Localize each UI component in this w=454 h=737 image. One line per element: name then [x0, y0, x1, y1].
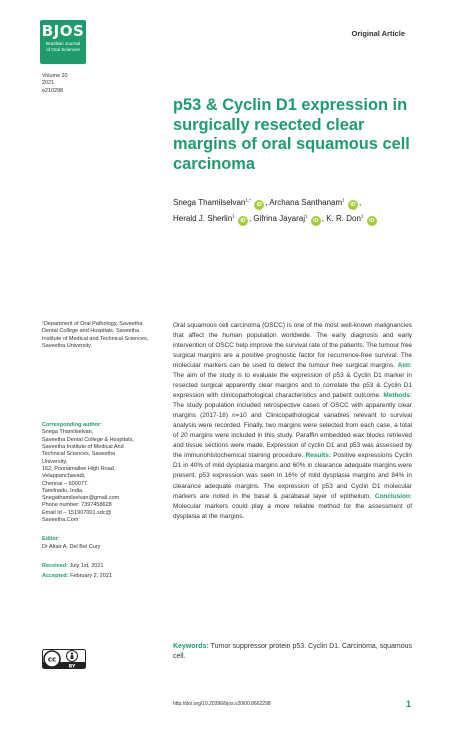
results-label: Results:: [305, 452, 331, 460]
keywords: [173, 642, 412, 662]
author-name: Archana Santhanam: [269, 198, 343, 207]
author-affiliation-mark: 1,*: [245, 197, 251, 203]
orcid-icon[interactable]: iD: [367, 216, 377, 226]
author-affiliation-mark: 1: [232, 212, 235, 218]
author-affiliation-mark: 1: [360, 212, 364, 218]
article-meta: [42, 73, 67, 95]
corresponding-author-line: Velappanchavadi,: [42, 473, 86, 480]
doi-link[interactable]: http://doi.org/10.20396/bjos.v20i00.8662298: [173, 701, 271, 707]
cc-by-text: BY: [68, 664, 76, 669]
creative-commons-license-icon[interactable]: [42, 649, 86, 669]
cc-text: cc: [47, 655, 57, 664]
article-type: Original Article: [351, 29, 405, 38]
corresponding-author-heading: Corresponding author:: [42, 422, 102, 429]
volume: Volume 20: [42, 73, 68, 79]
accepted-label: Accepted:: [42, 573, 69, 580]
abstract: [173, 321, 412, 522]
corresponding-author-line: University,: [42, 458, 68, 465]
corresponding-author-line: Snega Thamilselvan,: [42, 429, 94, 436]
results-text: Positive expressions Cyclin D1 in 40% of mild dysplasia margins and 60% in clearance adequate margins were present. p53 expression was seen in 16% of mild dysplasia margins and 84% in clearance adequate margins. The expression of p53 and Cyclin D1 molecular markers are noted in the basal & parabasal layer of epithelium.: [173, 452, 413, 500]
corresponding-author-line: Chennai – 600077.: [42, 480, 89, 487]
orcid-icon[interactable]: iD: [238, 216, 248, 226]
logo-name: BJOS: [41, 22, 85, 40]
methods-text: The study population included retrospective cases of OSCC with apparently clear margins (2017-18) n=10 and Clinicopathological variables relevant to survival analysis were recorded. Finally, two margins were selected from each case, a total of 20 margins were included in this study. Paraffin embedded wax blocks retrieved and tissue sections were made. Expression of cyclin D1 and p53 was assessed by the immunohistochemical staining procedure.: [173, 402, 412, 460]
logo-subtitle-2: of Oral Sciences: [46, 46, 80, 52]
logo-subtitle-1: Brazilian Journal: [46, 41, 80, 46]
corresponding-author-email[interactable]: Snegathamilselvan@gmail.com: [42, 495, 120, 502]
author-name: Snega Thamilselvan: [173, 198, 246, 207]
author-separator: ,: [248, 213, 254, 223]
accepted-date: February 2, 2021: [70, 573, 113, 580]
page-number: 1: [405, 699, 411, 709]
received-label: Received:: [42, 562, 68, 569]
sidebar-info: [42, 321, 154, 581]
corresponding-author-line: Saveetha Institute of Medical And: [42, 444, 124, 451]
corresponding-author-phone: Phone number: 7397458628: [42, 502, 112, 509]
orcid-icon[interactable]: iD: [311, 216, 321, 226]
corresponding-author-line: 162, Poonamallee High Road,: [42, 465, 116, 472]
orcid-icon[interactable]: iD: [348, 200, 358, 210]
conclusion-text: Molecular markers could play a more reliable method for the assessment of dysplasia at the margins.: [173, 502, 412, 520]
keywords-label: Keywords:: [173, 643, 209, 650]
aim-label: Aim:: [397, 362, 412, 370]
corresponding-author-line: Saveetha Dental College & Hospitals,: [42, 436, 134, 443]
keywords-text: Tumor suppressor protein p53. Cyclin D1. Carcinoma, squamous cell.: [173, 643, 412, 660]
conclusion-label: Conclusion:: [374, 492, 413, 500]
corresponding-author-line: Tamilnadu, India.: [42, 487, 84, 494]
corresponding-author-line: Saveetha.Com: [42, 517, 79, 524]
affiliation: ¹Department of Oral Pathology, Saveetha Dental College and Hospitals, Saveetha Institute of Medical and Technical Sciences, Saveetha University.: [42, 321, 149, 349]
author-affiliation-mark: 1: [304, 212, 308, 218]
corresponding-author-line: Technical Sciences, Saveetha: [42, 451, 116, 458]
article-id: e210298: [42, 87, 63, 94]
editor-heading: Editor:: [42, 536, 60, 543]
article-title: p53 & Cyclin D1 expression in surgically resected clear margins of oral squamous cell carcinoma: [173, 96, 410, 173]
orcid-icon[interactable]: iD: [254, 200, 264, 210]
journal-logo: [40, 20, 86, 64]
abstract-intro: Oral squamous cell carcinoma (OSCC) is one of the most well-known malignancies that affect the human population worldwide. The early diagnosis and early intervention of OSCC help improve the survival rate of the patients. The tumour free surgical margins are a positive prognostic factor for recurrence-free survival. The molecular markers can be used to detect the tumour free surgical margins.: [173, 322, 412, 370]
corresponding-author-line: Email Id – 151907001.sdc@: [42, 509, 112, 516]
methods-label: Methods:: [383, 392, 412, 400]
author-name: K. R. Don: [326, 213, 361, 223]
author-affiliation-mark: 1: [342, 197, 345, 203]
author-separator: ,: [321, 213, 327, 223]
author-name: Herald J. Sherlin: [173, 213, 233, 223]
editor-name: Dr Altair A. Del Bel Cury: [42, 543, 101, 550]
author-list: [173, 195, 418, 226]
received-date: July 1st, 2021: [69, 562, 104, 569]
author-separator: ,: [265, 198, 270, 207]
aim-text: The aim of the study is to evaluate the expression of p53 & Cyclin D1 marker in resected surgical apparently clear margins and to correlate the p53 & Cyclin D1 expression with clinicopathological characteristics and patient outcome.: [173, 372, 412, 400]
year: 2021: [42, 80, 54, 87]
author-name: Gifrina Jayaraj: [253, 213, 305, 223]
author-separator: ,: [358, 198, 362, 207]
